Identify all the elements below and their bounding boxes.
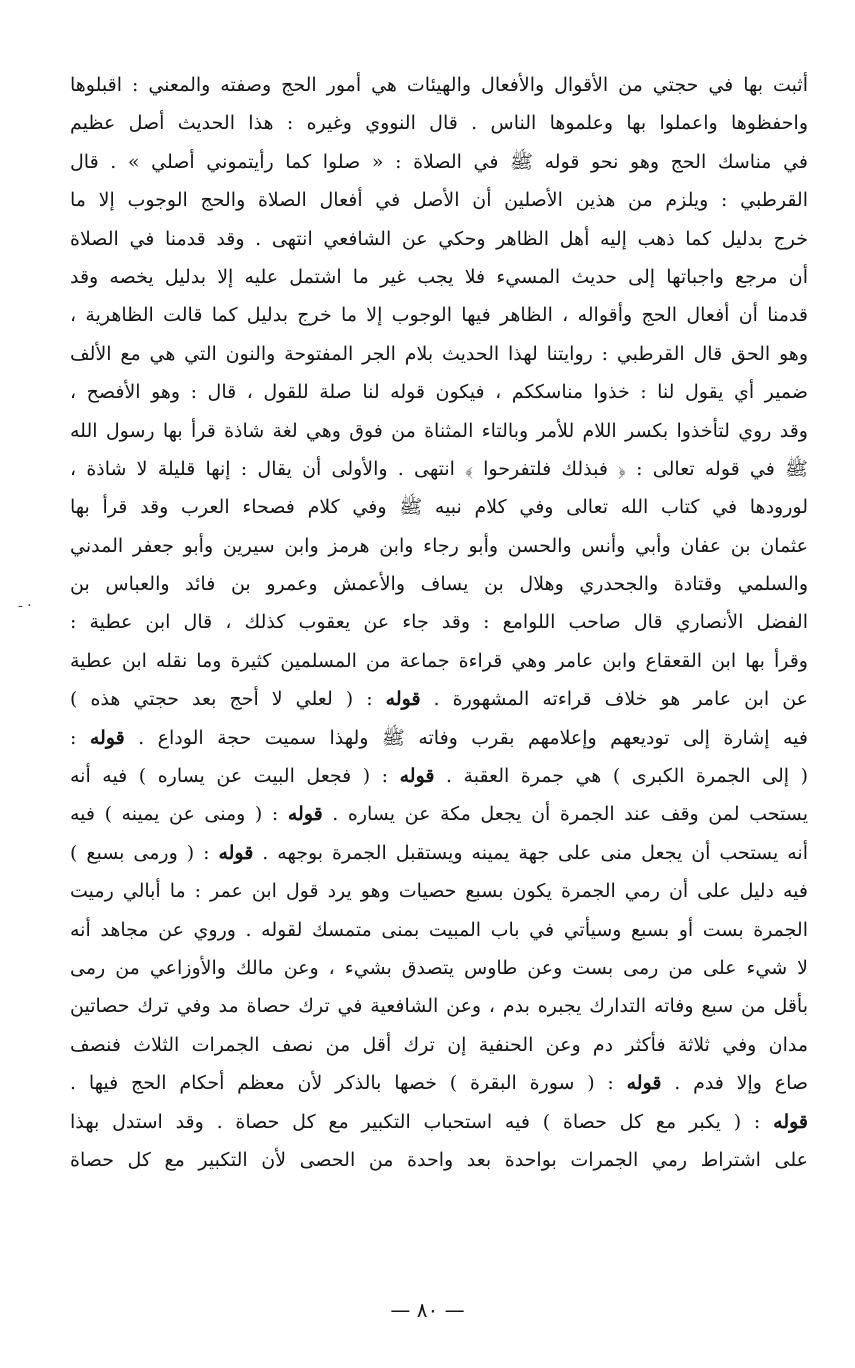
text-line: مدان وفي ثلاثة فأكثر دم وعن الحنفية إن ترك أقل من نصف الجمرات الثلاث فنصف <box>70 1033 808 1056</box>
page-number: — ٨٠ — <box>390 1298 465 1322</box>
qawluhu-keyword: قوله <box>287 803 323 826</box>
text-line: يستحب لمن وقف عند الجمرة أن يجعل مكة عن يساره . قوله : ( ومنى عن يمينه ) فيه <box>70 803 808 826</box>
margin-mark: - · <box>18 598 32 614</box>
text-line: على اشتراط رمي الجمرات بواحدة بعد واحدة من الحصى لأن التكبير مع كل حصاة <box>70 1148 808 1171</box>
text-line: والسلمي وقتادة والجحدري وهلال بن يساف والأعمش وعمرو بن فائد والعباس بن <box>70 573 808 596</box>
qawluhu-keyword: قوله <box>89 726 125 749</box>
text-line: وهو الحق قال القرطبي : روايتنا لهذا الحديث بلام الجر المفتوحة والنون التي هي مع الألف <box>70 342 808 365</box>
text-line: ( إلى الجمرة الكبرى ) هي جمرة العقبة . قوله : ( فجعل البيت عن يساره ) فيه أنه <box>70 765 808 788</box>
text-line: أنه يستحب أن يجعل منى على جهة يمينه ويستقبل الجمرة بوجهه . قوله : ( ورمى بسبع ) <box>70 841 808 864</box>
qawluhu-keyword: قوله <box>773 1110 808 1133</box>
text-line: واحفظوها واعملوا بها وعلموها الناس . قال النووي وغيره : هذا الحديث أصل عظيم <box>70 112 808 135</box>
text-line: عثمان بن عفان وأبي وأنس والحسن وأبو رجاء وابن هرمز وابن سيرين وأبو جعفر المدني <box>70 534 808 557</box>
qawluhu-keyword: قوله <box>399 765 435 788</box>
text-line: لورودها في كتاب الله تعالى وفي كلام نبيه ﷺ وفي كلام فصحاء العرب وقد قرأ بها <box>70 496 808 519</box>
text-line: القرطبي : ويلزم من هذين الأصلين أن الأصل في أفعال الصلاة والحج الوجوب إلا ما <box>70 189 808 212</box>
text-line: في مناسك الحج وهو نحو قوله ﷺ في الصلاة : « صلوا كما رأيتموني أصلي » . قال <box>70 150 808 173</box>
text-line: الجمرة بست أو بسبع وسيأتي في باب المبيت بمنى متمسك لقوله . وروي عن مجاهد أنه <box>70 918 808 941</box>
text-line: فيه إشارة إلى توديعهم وإعلامهم بقرب وفاته ﷺ ولهذا سميت حجة الوداع . قوله : <box>70 726 808 749</box>
text-line: خرج بدليل كما ذهب إليه أهل الظاهر وحكي عن الشافعي انتهى . وقد قدمنا في الصلاة <box>70 227 808 250</box>
text-line: أثبت بها في حجتي من الأقوال والأفعال والهيئات هي أمور الحج وصفته والمعني : اقبلوها <box>70 74 808 96</box>
text-line: فيه دليل على أن رمي الجمرة يكون بسبع حصيات وهو يرد قول ابن عمر : ما أبالي رميت <box>70 880 808 903</box>
text-line: لا شيء على من رمى بست وعن طاوس يتصدق بشيء ، وعن مالك والأوزاعي من رمى <box>70 956 808 979</box>
text-line: عن ابن عامر هو خلاف قراءته المشهورة . قوله : ( لعلي لا أحج بعد حجتي هذه ) <box>70 688 808 711</box>
text-line: الفضل الأنصاري قال صاحب اللوامع : وقد جاء عن يعقوب كذلك ، قال ابن عطية : <box>70 611 808 634</box>
text-line: صاع وإلا فدم . قوله : ( سورة البقرة ) خصها بالذكر لأن معظم أحكام الحج فيها . <box>70 1072 808 1095</box>
text-line: قوله : ( يكبر مع كل حصاة ) فيه استحباب التكبير مع كل حصاة . وقد استدل بهذا <box>70 1110 808 1133</box>
text-line: وقرأ بها ابن القعقاع وابن عامر وهي قراءة جماعة من المسلمين كثيرة وما نقله ابن عطية <box>70 649 808 672</box>
qawluhu-keyword: قوله <box>385 688 421 711</box>
text-line: أن مرجع واجباتها إلى حديث المسيء فلا يجب غير ما اشتمل عليه إلا بدليل يخصه وقد <box>70 265 808 288</box>
qawluhu-keyword: قوله <box>218 841 254 864</box>
qawluhu-keyword: قوله <box>626 1072 662 1095</box>
text-line: ﷺ في قوله تعالى : ﴿ فبذلك فلتفرحوا ﴾ انتهى . والأولى أن يقال : إنها قليلة لا شاذة ، <box>70 457 808 480</box>
text-line: قدمنا أن أفعال الحج وأقواله ، الظاهر فيها الوجوب إلا ما خرج بدليل كما قالت الظاهرية ، <box>70 304 808 327</box>
text-line: وقد روي لتأخذوا بكسر اللام للأمر وبالتاء المثناة من فوق وهي لغة شاذة قرأ بها رسول الله <box>70 419 808 442</box>
document-body <box>70 66 808 1179</box>
text-line: ضمير أي يقول لنا : خذوا مناسككم ، فيكون قوله لنا صلة للقول ، قال : وهو الأفصح ، <box>70 381 808 404</box>
text-line: بأقل من سبع وفاته التدارك يجبره بدم ، وعن الشافعية في ترك حصاة مد وفي ترك حصاتين <box>70 995 808 1018</box>
